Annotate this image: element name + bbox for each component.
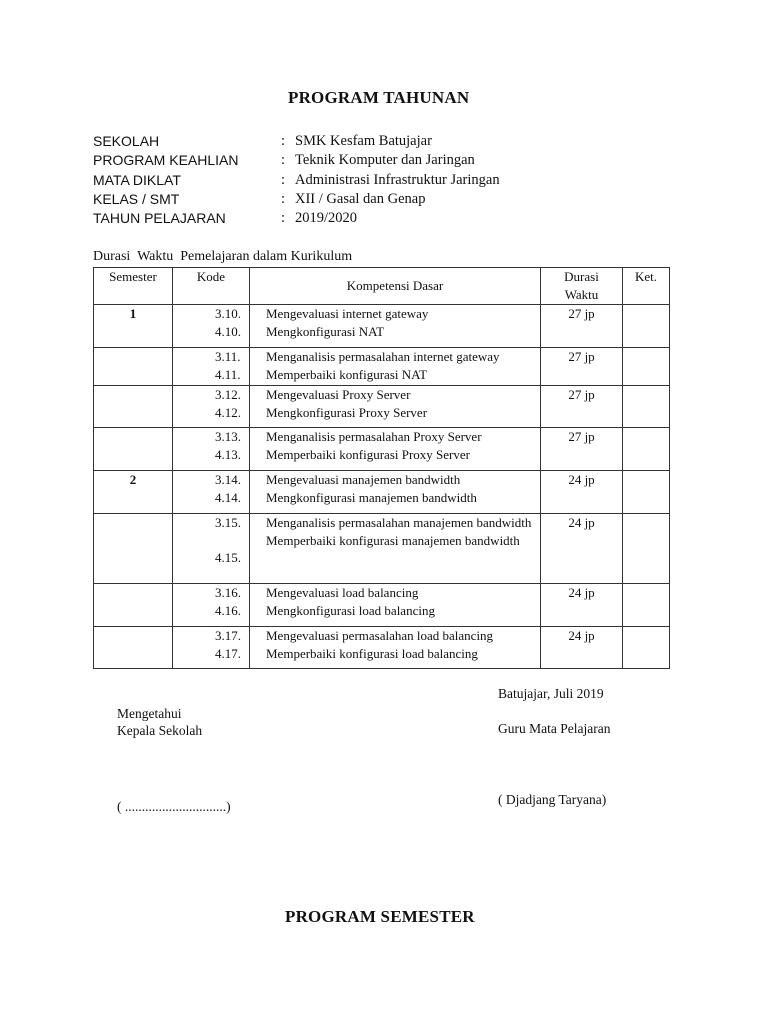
- cell-durasi: 24 jp: [541, 514, 623, 584]
- cell-ket: [623, 348, 670, 386]
- cell-kompetensi: [250, 348, 541, 386]
- kompetensi-3: Mengevaluasi load balancing: [266, 585, 419, 600]
- cell-kode: [173, 627, 250, 669]
- cell-kode: [173, 305, 250, 348]
- header-durasi-line2: Waktu: [564, 286, 599, 302]
- kompetensi-3: Menganalisis permasalahan manajemen bandwidth: [266, 515, 532, 530]
- signature-right-role: Guru Mata Pelajaran: [498, 721, 611, 736]
- kode-4: 4.14.: [215, 489, 241, 505]
- kode-3: 3.16.: [215, 585, 241, 600]
- cell-kode: [173, 514, 250, 584]
- signature-left-name: ( ..............................): [117, 799, 231, 814]
- info-label: MATA DIKLAT: [93, 172, 181, 188]
- info-label: PROGRAM KEAHLIAN: [93, 152, 239, 168]
- kode-3: 3.12.: [215, 387, 241, 402]
- cell-semester: [94, 386, 173, 428]
- info-colon: :: [281, 191, 286, 207]
- table-row: [94, 348, 670, 386]
- kompetensi-4: Memperbaiki konfigurasi NAT: [266, 366, 428, 382]
- table-row: [94, 428, 670, 471]
- kompetensi-3: Mengevaluasi Proxy Server: [266, 387, 411, 402]
- next-section-title: PROGRAM SEMESTER: [285, 907, 475, 926]
- kompetensi-3: Menganalisis permasalahan internet gateway: [266, 349, 500, 364]
- kompetensi-3: Mengevaluasi permasalahan load balancing: [266, 628, 494, 643]
- cell-ket: [623, 514, 670, 584]
- cell-durasi: 27 jp: [541, 386, 623, 428]
- cell-semester: 2: [94, 471, 173, 514]
- cell-kompetensi: [250, 428, 541, 471]
- signature-right-name: ( Djadjang Taryana): [498, 792, 607, 807]
- info-value: 2019/2020: [295, 210, 358, 226]
- info-colon: :: [281, 133, 286, 149]
- kompetensi-4: Mengkonfigurasi Proxy Server: [266, 404, 428, 420]
- kode-4: 4.15.: [215, 550, 241, 565]
- cell-ket: [623, 627, 670, 669]
- cell-durasi: 27 jp: [541, 305, 623, 348]
- kompetensi-3: Mengevaluasi manajemen bandwidth: [266, 472, 461, 487]
- kompetensi-4: Memperbaiki konfigurasi Proxy Server: [266, 446, 470, 462]
- kode-3: 3.11.: [215, 349, 241, 364]
- header-ket: Ket.: [623, 268, 670, 305]
- kode-4: 4.12.: [215, 404, 241, 420]
- header-durasi-line1: Durasi: [564, 269, 599, 284]
- cell-durasi: 24 jp: [541, 584, 623, 627]
- cell-ket: [623, 386, 670, 428]
- info-colon: :: [281, 172, 286, 188]
- kode-3: 3.10.: [215, 306, 241, 321]
- kompetensi-3: Mengevaluasi internet gateway: [266, 306, 429, 321]
- page-title: PROGRAM TAHUNAN: [288, 88, 470, 107]
- signature-left-line1: Mengetahui: [117, 706, 182, 721]
- kode-3: 3.17.: [215, 628, 241, 643]
- cell-semester: [94, 584, 173, 627]
- cell-kode: [173, 428, 250, 471]
- cell-semester: [94, 514, 173, 584]
- info-value: Teknik Komputer dan Jaringan: [295, 152, 475, 168]
- cell-semester: [94, 348, 173, 386]
- kompetensi-4: Mengkonfigurasi load balancing: [266, 602, 435, 618]
- info-label: KELAS / SMT: [93, 191, 180, 207]
- kode-3: 3.15.: [215, 515, 241, 530]
- cell-kode: [173, 584, 250, 627]
- table-row: [94, 584, 670, 627]
- kompetensi-table: [93, 267, 670, 669]
- cell-ket: [623, 584, 670, 627]
- cell-kode: [173, 386, 250, 428]
- kode-4: 4.11.: [215, 366, 241, 382]
- table-row: [94, 627, 670, 669]
- cell-kompetensi: [250, 514, 541, 584]
- kompetensi-4: Mengkonfigurasi NAT: [266, 323, 385, 339]
- info-value: Administrasi Infrastruktur Jaringan: [295, 172, 500, 188]
- kode-4: 4.10.: [215, 323, 241, 339]
- info-colon: :: [281, 210, 286, 226]
- kode-4: 4.13.: [215, 446, 241, 462]
- kode-4: 4.16.: [215, 602, 241, 618]
- kode-4: 4.17.: [215, 645, 241, 661]
- cell-kode: [173, 471, 250, 514]
- cell-semester: [94, 627, 173, 669]
- kompetensi-3: Menganalisis permasalahan Proxy Server: [266, 429, 482, 444]
- cell-kode: [173, 348, 250, 386]
- table-header-row: [94, 268, 670, 305]
- cell-durasi: 24 jp: [541, 627, 623, 669]
- kode-3: 3.13.: [215, 429, 241, 444]
- info-value: SMK Kesfam Batujajar: [295, 133, 432, 149]
- signature-left-line2: Kepala Sekolah: [117, 723, 203, 738]
- info-label: SEKOLAH: [93, 133, 160, 149]
- header-durasi: [541, 268, 623, 305]
- header-kompetensi: [250, 268, 541, 305]
- cell-durasi: 27 jp: [541, 348, 623, 386]
- kompetensi-4: Memperbaiki konfigurasi load balancing: [266, 645, 478, 661]
- table-row: [94, 471, 670, 514]
- cell-kompetensi: [250, 627, 541, 669]
- cell-ket: [623, 428, 670, 471]
- cell-ket: [623, 305, 670, 348]
- table-row: [94, 305, 670, 348]
- cell-kompetensi: [250, 584, 541, 627]
- kode-3: 3.14.: [215, 472, 241, 487]
- header-kode: Kode: [173, 268, 250, 305]
- info-value: XII / Gasal dan Genap: [295, 191, 426, 207]
- kompetensi-4: Memperbaiki konfigurasi manajemen bandwidth: [266, 532, 520, 548]
- info-label: TAHUN PELAJARAN: [93, 210, 226, 226]
- cell-durasi: 24 jp: [541, 471, 623, 514]
- cell-semester: 1: [94, 305, 173, 348]
- table-row: [94, 386, 670, 428]
- cell-kompetensi: [250, 386, 541, 428]
- cell-semester: [94, 428, 173, 471]
- cell-ket: [623, 471, 670, 514]
- cell-kompetensi: [250, 471, 541, 514]
- cell-durasi: 27 jp: [541, 428, 623, 471]
- cell-kompetensi: [250, 305, 541, 348]
- header-kompetensi-label: Kompetensi Dasar: [346, 278, 444, 294]
- table-row: [94, 514, 670, 584]
- durasi-caption: Durasi Waktu Pemelajaran dalam Kurikulum: [93, 249, 353, 264]
- signature-place-date: Batujajar, Juli 2019: [498, 686, 604, 701]
- header-semester: Semester: [94, 268, 173, 305]
- kompetensi-4: Mengkonfigurasi manajemen bandwidth: [266, 489, 477, 505]
- info-colon: :: [281, 152, 286, 168]
